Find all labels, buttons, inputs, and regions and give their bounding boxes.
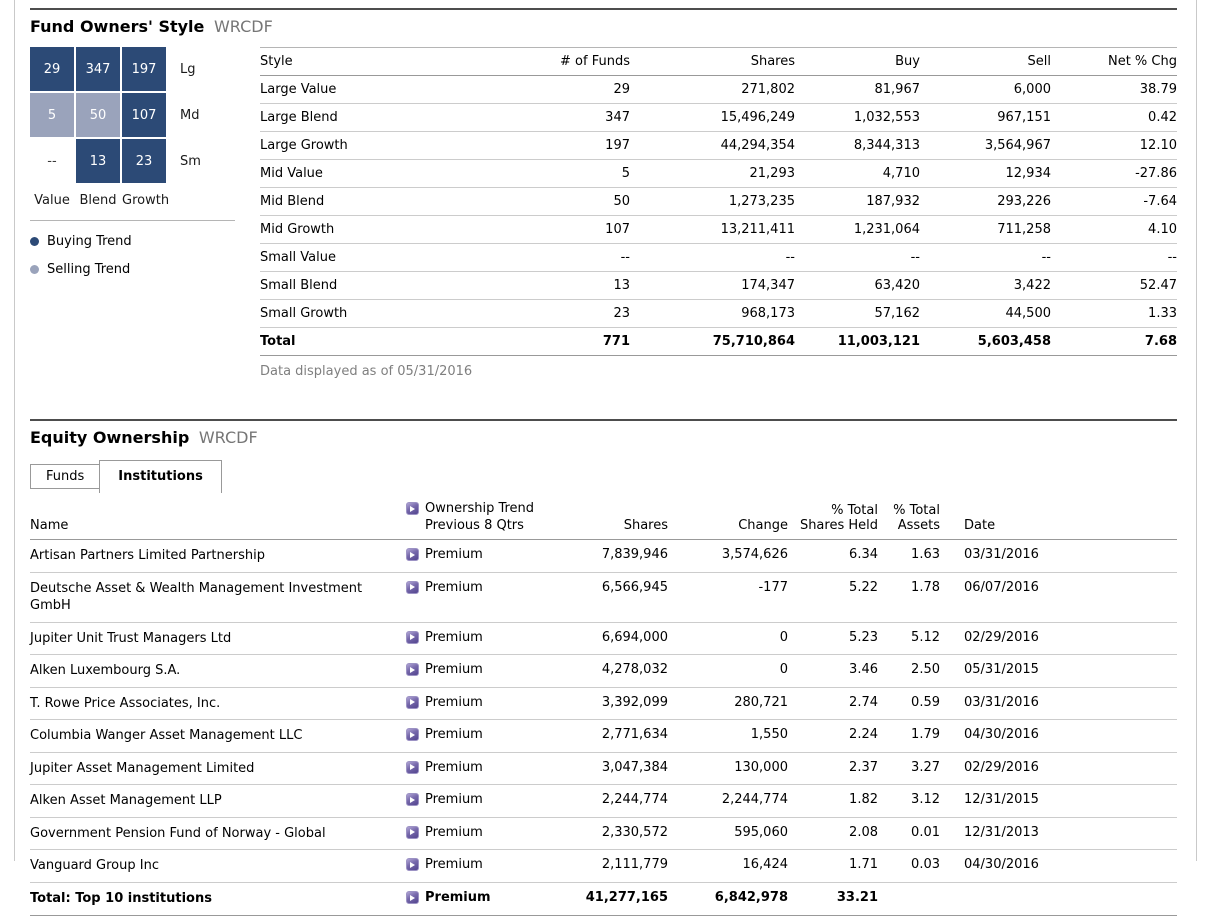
style-name-cell: Large Value [260, 76, 432, 104]
style-box-grid [30, 47, 260, 183]
premium-label: Premium [425, 629, 483, 645]
shares-cell: 174,347 [630, 272, 795, 300]
premium-label: Premium [425, 727, 483, 743]
col-header-ownership-trend [398, 497, 564, 540]
date-cell: 04/30/2016 [940, 850, 1177, 883]
buy-cell: 4,710 [795, 160, 920, 188]
style-box-cell-small-value: -- [47, 153, 57, 169]
tab-institutions[interactable]: Institutions [99, 460, 222, 493]
pct-assets-cell: 0.01 [878, 817, 940, 850]
style-name-cell: Mid Growth [260, 216, 432, 244]
style-box-cell-mid-growth: 107 [122, 93, 166, 137]
inst-change-cell: 280,721 [668, 687, 788, 720]
institution-name-cell: Jupiter Unit Trust Managers Ltd [30, 622, 398, 655]
pct-assets-cell: 2.50 [878, 655, 940, 688]
legend-item-selling [30, 262, 260, 277]
inst-change-cell: 2,244,774 [668, 785, 788, 818]
total-funds-cell: 771 [432, 328, 630, 356]
date-cell: 04/30/2016 [940, 720, 1177, 753]
pct-shares-held-cell: 6.34 [788, 540, 878, 573]
sell-cell: -- [920, 244, 1051, 272]
shares-cell: 44,294,354 [630, 132, 795, 160]
style-box-col-label-blend: Blend [79, 193, 117, 208]
col-header-pct-shares-held: % Total Shares Held [788, 497, 878, 540]
premium-arrow-icon [406, 696, 419, 709]
pct-shares-held-cell: 2.37 [788, 752, 878, 785]
buy-cell: 1,231,064 [795, 216, 920, 244]
net-chg-cell: 52.47 [1051, 272, 1177, 300]
style-box-cell-small-growth: 23 [122, 139, 166, 183]
fund-style-table [260, 47, 1177, 356]
style-box-cell-mid-value: 5 [30, 93, 74, 137]
date-cell: 03/31/2016 [940, 687, 1177, 720]
inst-change-cell: 130,000 [668, 752, 788, 785]
premium-link[interactable] [398, 572, 564, 622]
pct-assets-cell: 1.78 [878, 572, 940, 622]
pct-shares-held-cell: 2.08 [788, 817, 878, 850]
shares-cell: 21,293 [630, 160, 795, 188]
legend-item-buying [30, 234, 260, 249]
buy-cell: 187,932 [795, 188, 920, 216]
date-cell: 12/31/2013 [940, 817, 1177, 850]
institution-name-cell: Alken Luxembourg S.A. [30, 655, 398, 688]
legend-divider [30, 220, 235, 221]
style-box-col-label-growth: Growth [122, 193, 170, 208]
inst-shares-cell: 2,111,779 [564, 850, 668, 883]
institution-row [30, 572, 1177, 622]
buy-cell: 8,344,313 [795, 132, 920, 160]
num-funds-cell: 13 [432, 272, 630, 300]
col-header-style: Style [260, 48, 432, 76]
shares-cell: 271,802 [630, 76, 795, 104]
premium-arrow-icon [406, 663, 419, 676]
total-inst-change-cell: 6,842,978 [668, 883, 788, 916]
fund-style-row [260, 76, 1177, 104]
institution-row [30, 850, 1177, 883]
style-box-col-label-value: Value [34, 193, 70, 208]
pct-shares-held-cell: 1.71 [788, 850, 878, 883]
col-header-name: Name [30, 497, 398, 540]
inst-shares-cell: 3,047,384 [564, 752, 668, 785]
style-box-cell-large-growth: 197 [122, 47, 166, 91]
institution-name-cell: Jupiter Asset Management Limited [30, 752, 398, 785]
premium-label: Premium [425, 792, 483, 808]
style-name-cell: Small Growth [260, 300, 432, 328]
num-funds-cell: 197 [432, 132, 630, 160]
pct-shares-held-cell: 5.23 [788, 622, 878, 655]
premium-label: Premium [425, 662, 483, 678]
fund-style-ticker: WRCDF [213, 17, 273, 36]
num-funds-cell: 107 [432, 216, 630, 244]
pct-assets-cell: 0.03 [878, 850, 940, 883]
institution-row [30, 622, 1177, 655]
buying-trend-label: Buying Trend [47, 234, 132, 249]
num-funds-cell: -- [432, 244, 630, 272]
pct-assets-cell: 0.59 [878, 687, 940, 720]
premium-link[interactable] [398, 687, 564, 720]
net-chg-cell: -- [1051, 244, 1177, 272]
inst-shares-cell: 2,244,774 [564, 785, 668, 818]
institution-row [30, 720, 1177, 753]
institution-row [30, 752, 1177, 785]
premium-arrow-icon [406, 581, 419, 594]
equity-ownership-title [30, 421, 1177, 458]
inst-change-cell: 1,550 [668, 720, 788, 753]
equity-ownership-title-text: Equity Ownership [30, 428, 190, 447]
premium-arrow-icon [406, 858, 419, 871]
pct-assets-cell: 3.12 [878, 785, 940, 818]
style-box-cell-large-value: 29 [30, 47, 74, 91]
fund-style-row [260, 244, 1177, 272]
premium-link[interactable] [398, 655, 564, 688]
col-header-num-funds: # of Funds [432, 48, 630, 76]
net-chg-cell: 0.42 [1051, 104, 1177, 132]
fund-style-row [260, 300, 1177, 328]
premium-link[interactable] [398, 883, 564, 916]
sell-cell: 3,422 [920, 272, 1051, 300]
institution-row [30, 817, 1177, 850]
institution-row [30, 655, 1177, 688]
shares-cell: 15,496,249 [630, 104, 795, 132]
inst-shares-cell: 3,392,099 [564, 687, 668, 720]
sell-cell: 12,934 [920, 160, 1051, 188]
net-chg-cell: 1.33 [1051, 300, 1177, 328]
sell-cell: 3,564,967 [920, 132, 1051, 160]
total-institutions-label: Total: Top 10 institutions [30, 883, 398, 916]
institution-name-cell: Artisan Partners Limited Partnership [30, 540, 398, 573]
inst-change-cell: 0 [668, 622, 788, 655]
fund-style-row [260, 132, 1177, 160]
premium-arrow-icon[interactable] [406, 502, 419, 515]
net-chg-cell: 4.10 [1051, 216, 1177, 244]
inst-shares-cell: 6,566,945 [564, 572, 668, 622]
net-chg-cell: -27.86 [1051, 160, 1177, 188]
fund-style-row [260, 216, 1177, 244]
institution-name-cell: T. Rowe Price Associates, Inc. [30, 687, 398, 720]
col-header-pct-assets: % Total Assets [878, 497, 940, 540]
date-cell: 02/29/2016 [940, 622, 1177, 655]
col-header-net-pct-chg: Net % Chg [1051, 48, 1177, 76]
inst-change-cell: -177 [668, 572, 788, 622]
pct-assets-cell: 5.12 [878, 622, 940, 655]
col-header-buy: Buy [795, 48, 920, 76]
num-funds-cell: 23 [432, 300, 630, 328]
premium-label: Premium [425, 824, 483, 840]
total-label-cell: Total [260, 328, 432, 356]
selling-trend-label: Selling Trend [47, 262, 131, 277]
style-box-cell-large-blend: 347 [76, 47, 120, 91]
premium-arrow-icon [406, 548, 419, 561]
fund-style-header-row [260, 48, 1177, 76]
style-box-cell-small-blend: 13 [76, 139, 120, 183]
style-box-panel [30, 47, 260, 379]
buying-trend-dot-icon [30, 237, 39, 246]
sell-cell: 6,000 [920, 76, 1051, 104]
style-box-row-label-lg: Lg [180, 61, 196, 77]
col-header-change: Change [668, 497, 788, 540]
premium-arrow-icon [406, 728, 419, 741]
col-header-date: Date [940, 497, 1177, 540]
style-name-cell: Large Growth [260, 132, 432, 160]
col-header-sell: Sell [920, 48, 1051, 76]
fund-style-row [260, 272, 1177, 300]
shares-cell: 968,173 [630, 300, 795, 328]
premium-arrow-icon [406, 826, 419, 839]
num-funds-cell: 5 [432, 160, 630, 188]
sell-cell: 711,258 [920, 216, 1051, 244]
premium-link[interactable] [398, 720, 564, 753]
num-funds-cell: 347 [432, 104, 630, 132]
pct-assets-cell: 1.63 [878, 540, 940, 573]
premium-link[interactable] [398, 850, 564, 883]
fund-style-title [30, 10, 1177, 47]
institution-name-cell: Government Pension Fund of Norway - Global [30, 817, 398, 850]
premium-arrow-icon [406, 631, 419, 644]
total-pct-shares-held-cell: 33.21 [788, 883, 878, 916]
total-sell-cell: 5,603,458 [920, 328, 1051, 356]
inst-shares-cell: 4,278,032 [564, 655, 668, 688]
col-header-inst-shares: Shares [564, 497, 668, 540]
col-header-shares: Shares [630, 48, 795, 76]
inst-shares-cell: 6,694,000 [564, 622, 668, 655]
style-name-cell: Small Blend [260, 272, 432, 300]
sell-cell: 44,500 [920, 300, 1051, 328]
buy-cell: 57,162 [795, 300, 920, 328]
previous-8-qtrs-label: Previous 8 Qtrs [425, 518, 524, 533]
pct-shares-held-cell: 2.24 [788, 720, 878, 753]
inst-shares-cell: 7,839,946 [564, 540, 668, 573]
selling-trend-dot-icon [30, 265, 39, 274]
premium-arrow-icon [406, 793, 419, 806]
total-inst-shares-cell: 41,277,165 [564, 883, 668, 916]
equity-ownership-ticker: WRCDF [198, 428, 258, 447]
premium-link[interactable] [398, 540, 564, 573]
inst-change-cell: 3,574,626 [668, 540, 788, 573]
inst-shares-cell: 2,771,634 [564, 720, 668, 753]
fund-style-row [260, 188, 1177, 216]
date-cell: 05/31/2015 [940, 655, 1177, 688]
inst-change-cell: 16,424 [668, 850, 788, 883]
premium-arrow-icon [406, 891, 419, 904]
date-cell: 06/07/2016 [940, 572, 1177, 622]
equity-ownership-tabs [30, 460, 1177, 493]
date-cell: 03/31/2016 [940, 540, 1177, 573]
pct-assets-cell: 3.27 [878, 752, 940, 785]
fund-style-row [260, 104, 1177, 132]
premium-label: Premium [425, 759, 483, 775]
fund-style-total-row [260, 328, 1177, 356]
institution-name-cell: Columbia Wanger Asset Management LLC [30, 720, 398, 753]
buy-cell: -- [795, 244, 920, 272]
pct-shares-held-cell: 5.22 [788, 572, 878, 622]
total-pct-assets-cell [878, 883, 940, 916]
tab-funds[interactable]: Funds [30, 464, 100, 489]
pct-shares-held-cell: 3.46 [788, 655, 878, 688]
data-as-of-note: Data displayed as of 05/31/2016 [260, 364, 473, 379]
premium-label: Premium [425, 547, 483, 562]
buy-cell: 1,032,553 [795, 104, 920, 132]
num-funds-cell: 50 [432, 188, 630, 216]
institution-name-cell: Deutsche Asset & Wealth Management Investment GmbH [30, 572, 398, 622]
style-name-cell: Large Blend [260, 104, 432, 132]
institution-row [30, 785, 1177, 818]
style-box-cell-mid-blend: 50 [76, 93, 120, 137]
institutions-total-row [30, 883, 1177, 916]
pct-shares-held-cell: 2.74 [788, 687, 878, 720]
total-date-cell [940, 883, 1177, 916]
style-name-cell: Mid Blend [260, 188, 432, 216]
institutions-table [30, 497, 1177, 916]
fund-style-row [260, 160, 1177, 188]
fund-style-title-text: Fund Owners' Style [30, 17, 205, 36]
net-chg-cell: 12.10 [1051, 132, 1177, 160]
pct-assets-cell: 1.79 [878, 720, 940, 753]
style-box-row-label-sm: Sm [180, 153, 201, 169]
style-box-row-label-md: Md [180, 107, 200, 123]
shares-cell: -- [630, 244, 795, 272]
sell-cell: 293,226 [920, 188, 1051, 216]
premium-link[interactable] [398, 817, 564, 850]
ownership-trend-label: Ownership Trend [425, 501, 535, 516]
pct-shares-held-cell: 1.82 [788, 785, 878, 818]
premium-link[interactable] [398, 785, 564, 818]
institution-row [30, 687, 1177, 720]
num-funds-cell: 29 [432, 76, 630, 104]
style-name-cell: Mid Value [260, 160, 432, 188]
net-chg-cell: -7.64 [1051, 188, 1177, 216]
institution-row [30, 540, 1177, 573]
date-cell: 12/31/2015 [940, 785, 1177, 818]
institution-name-cell: Vanguard Group Inc [30, 850, 398, 883]
left-border [14, 0, 15, 861]
net-chg-cell: 38.79 [1051, 76, 1177, 104]
inst-shares-cell: 2,330,572 [564, 817, 668, 850]
buy-cell: 81,967 [795, 76, 920, 104]
premium-arrow-icon [406, 761, 419, 774]
buy-cell: 63,420 [795, 272, 920, 300]
premium-link[interactable] [398, 752, 564, 785]
premium-link[interactable] [398, 622, 564, 655]
sell-cell: 967,151 [920, 104, 1051, 132]
total-shares-cell: 75,710,864 [630, 328, 795, 356]
premium-label: Premium [425, 857, 483, 873]
institutions-header-row [30, 497, 1177, 540]
date-cell: 02/29/2016 [940, 752, 1177, 785]
style-box-column-labels [30, 193, 260, 208]
style-name-cell: Small Value [260, 244, 432, 272]
total-net-cell: 7.68 [1051, 328, 1177, 356]
institution-name-cell: Alken Asset Management LLP [30, 785, 398, 818]
total-buy-cell: 11,003,121 [795, 328, 920, 356]
premium-label: Premium [425, 890, 491, 906]
shares-cell: 1,273,235 [630, 188, 795, 216]
premium-label: Premium [425, 694, 483, 710]
shares-cell: 13,211,411 [630, 216, 795, 244]
inst-change-cell: 595,060 [668, 817, 788, 850]
right-border [1196, 0, 1197, 861]
premium-label: Premium [425, 579, 483, 595]
inst-change-cell: 0 [668, 655, 788, 688]
